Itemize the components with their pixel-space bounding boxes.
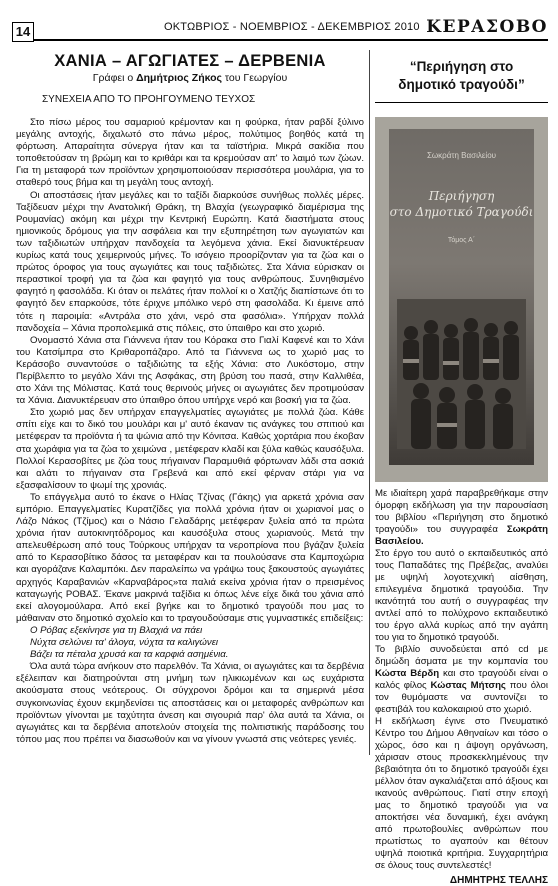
article-paragraph: Οι αποστάσεις ήταν μεγάλες και το ταξίδι διαρκούσε συνήθως πολλές μέρες. Ταξίδευαν μέχρι την Ανατολική Θράκη, τη Βλαχία (γεωγραφικό διαμέρισμα της Ρουμανίας) ακόμη και μέχρι την Κεντρική Ευρώπη. Κατά διαστήματα στους ημιονικούς δρόμους για την ασφάλεια και την εξυπηρέτηση των αγωγιατών και των ταξιδιωτών υπήρχαν πανδοχεία τα λεγόμενα χάνια. Εκεί διανυκτέρευαν κυρίως κατά τους χειμερινούς μήνες. Το ισόγειο προορίζονταν για τα ζώα και ο πρώτος όροφος για τους αγωγιάτες και τους ταξιδιώτες. Στα Χάνια εύρισκαν οι περαστικοί τροφή για τα ζώα και φαγητό για τους ανθρώπους. Συνηθισμένο φαγητό η φασολάδα. Κι όταν οι πελάτες ήταν πολλοί κι ο Χατζής διαπίστωνε ότι το φαγητό δεν επαρκούσε, τότε έριχνε μπόλικο νερό στη φασολάδα. Κι έμεινε από τότε η παροιμία: «Αντράλα στο χάνι, νερό στα φασόλια». Υπήρχαν πολλά πανδοχεία – Χάνια προπολεμικά στις πόλεις, στο ύπαιθρο και στο χωριό.	[16, 189, 364, 334]
byline-suffix: του Γεωργίου	[224, 72, 288, 84]
header-rule	[34, 39, 548, 41]
sidebar-body	[375, 488, 548, 872]
sidebar-text: Το βιβλίο συνοδεύεται από cd με δημώδη άσματα με την κομπανία του	[375, 644, 548, 668]
singer-name: Κώστας Μήτσης	[430, 680, 506, 692]
book-author-name: Σωκράτη Βασιλείου.	[375, 524, 548, 548]
article-paragraph: Το επάγγελμα αυτό το έκανε ο Ηλίας Τζίνας (Γάκης) για αρκετά χρόνια σαν εμπόριο. Επαγγελματίες Κυρατζίδες για πολλά χρόνια ήταν οι χωριανοί μας ο Λάζο Νάκος (Τζίμος) και ο Νάσιο Γελαδάρης μετέφεραν ξυλεία από τα πρώτα χρόνια ήταν αυτοκινητόδρομος και καυσόξυλα στους χωριανούς. Μετά την απελευθέρωση από τους Τούρκους υπήρχαν τα νεροπρίονα που βγάζαν ξυλεία από το Κερασοβίτικο δάσος τα μεταφέραν και τα πουλούσανε στα Καμποχώρια και αγοράζανε Καλαμπόκι. Δεν παραλείπω να γράψω τους ξακουστούς αγωγιάτες αρχηγός Καραβανιών «Καρναβάρος»τα παλιά εκείνα χρόνια ήταν ο πρεισμένος καταγωγής ΡΟΒΑΣ. Έκανε μακρινά ταξίδια κι όπως λένε είχε δικά του χάνια από εκεί αλογομούλαρα. Από εκεί βγήκε και το δημοτικό τραγούδι που μας το μάθαιναν στο δημοτικό σχολείο και το τραγουδούσαμε στις γυμναστικές επιδείξεις:	[16, 491, 364, 624]
cover-author: Σωκράτη Βασιλείου	[426, 151, 497, 161]
sidebar-article	[375, 52, 548, 886]
byline-prefix: Γράφει ο	[92, 72, 134, 84]
musician-name: Κώστα Βέρδη	[375, 668, 440, 680]
sidebar-title-line: “Περιήγηση στο	[409, 59, 514, 74]
continued-note: ΣΥΝΕΧΕΙΑ ΑΠΟ ΤΟ ΠΡΟΗΓΟΥΜΕΝΟ ΤΕΥΧΟΣ	[42, 94, 256, 105]
sidebar-text: που όλοι τον θυμόμαστε να συντονίζει το φεστιβάλ του καλοκαιριού στο χωριό.	[375, 680, 548, 716]
sidebar-title	[375, 58, 548, 94]
article-title: ΧΑΝΙΑ – ΑΓΩΓΙΑΤΕΣ – ΔΕΡΒΕΝΙΑ	[54, 52, 326, 70]
sidebar-signature: ΔΗΜΗΤΡΗΣ ΤΕΛΛΗΣ	[449, 874, 548, 886]
issue-date: ΟΚΤΩΒΡΙΟΣ - ΝΟΕΜΒΡΙΟΣ - ΔΕΚΕΜΒΡΙΟΣ 2010	[164, 21, 420, 33]
poem-line: Βάζει τα πέταλα χρυσά και τα καρφιά ασημένια.	[30, 649, 229, 661]
cover-subtitle: Τόμος Α΄	[447, 237, 476, 245]
sidebar-paragraph	[375, 644, 548, 716]
sidebar-paragraph	[375, 488, 548, 548]
page-number: 14	[12, 22, 34, 42]
sidebar-text: και στο τραγούδι είναι ο καλός φίλος	[375, 668, 548, 692]
cover-title-line: στο Δημοτικό Τραγούδι	[389, 205, 534, 220]
poem-line: Ο Ρόβας εξεκίνησε για τη Βλαχιά να πάει	[30, 624, 203, 636]
publication-name: ΚΕΡΑΣΟΒΟ	[426, 17, 548, 37]
main-article	[16, 52, 364, 746]
sidebar-rule	[375, 102, 548, 103]
sidebar-paragraph: Η εκδήλωση έγινε στο Πνευματικό Κέντρο του Δήμου Αθηναίων και τόσο ο χώρος, όσο και η άψογη οργάνωση, χάρισαν στους προσκεκλημένους την βεβαιότητα ότι το δημοτικό τραγούδι έχει μέλλον όταν αγκαλιάζεται από άξιους και ικανούς ανθρώπους. Γιατί στην εποχή μας το δημοτικό τραγούδι για να αποκτήσει νέα δυναμική, έχει ανάγκη από πρωτοβουλίες ανθρώπων που πρωτίστως το αγαπούν και θέτουν υψηλά ποιοτικά κριτήρια. Συγχαρητήρια σε όλους τους συντελεστές!	[375, 716, 548, 871]
article-body	[16, 117, 364, 746]
group-photo	[397, 299, 526, 449]
page-header	[12, 17, 548, 42]
cover-title-line: Περιήγηση	[428, 189, 495, 204]
sidebar-text: Με ιδιαίτερη χαρά παραβρεθήκαμε στην όμορφη εκδήλωση για την παρουσίαση του βιβλίου «Περιήγηση στο δημοτικό τραγούδι» του συγγραφέα	[375, 488, 548, 536]
cover-title	[389, 189, 534, 220]
article-paragraph: Στο χωριό μας δεν υπήρχαν επαγγελματίες αγωγιάτες με πολλά ζώα. Κάθε σπίτι είχε και το δικό του μουλάρι και μ' αυτό έκαναν τις ανάγκες του σπιτιού και μετέφεραν τα προϊόντα ή τα ψώνια από την Κόνιτσα. Καθώς χορτάρια που έκοβαν στα χωράφια για τα ζώα το χειμώνα , μετέφεραν κλαδί και ξύλα καθώς καυσόξυλα. Πολλοί Κερασοβίτες με ζώα τους πήγαιναν Παραμυθιά φόρτωναν λάδι στα ασκιά και αλάτι το πήγαιναν στα Γρεβενά και από εκεί φέρναν στάρι για να εξασφαλίσουν το ψωμί της χρονιάς.	[16, 407, 364, 491]
column-divider	[369, 50, 370, 755]
article-paragraph: Στο πίσω μέρος του σαμαριού κρέμονταν και η φούρκα, ήταν ραβδί ξύλινο μεγάλης αντοχής, διχαλωτό στο πάνω μέρος, πολύτιμος βοηθός κατά τη φόρτωση. Απαραίτητα σύνεργα ήταν και τα ταϊστήρια. Μικρά σακίδια που τοποθετούσαν τη βρώμη και το κριθάρι και τα κρεμούσαν απ' το λαιμό των ζώων. Για τη μεταφορά των προϊόντων χρησιμοποιούσαν περισσότερα μουλάρια, για το σταθερό τους βήμα και τη μεγάλη τους αντοχή.	[16, 117, 364, 189]
sidebar-paragraph: Στο έργο του αυτό ο εκπαιδευτικός από τους Παπαδάτες της Πρέβεζας, αναλύει με υψηλή λογοτεχνική αίσθηση, επιλεγμένα δημοτικά τραγούδια. Την ικανότητά του αυτή ο συγγραφέας την αντλεί από το πολύχρονο εκπαιδευτικό του έργο αλλά κυρίως από την αγάπη του για το δημοτικό τραγούδι.	[375, 548, 548, 644]
sidebar-title-line: δημοτικό τραγούδι”	[398, 77, 525, 93]
poem-line: Νύχτα σελώνει τα' άλογα, νύχτα τα καλιγώνει	[30, 637, 219, 649]
article-paragraph: Ονομαστό Χάνια στα Γιάννενα ήταν του Κόρακα στο Γιαλί Καφενέ και το Χάνι του Κατσίμπρα στο Κριθαροπάζαρο. Από τα Γιάννενα ως το χωριό μας το Κεράσοβο συναντούσε ο ταξιδιώτης τα εξής Χάνια: στο Λυκόστομο, στην Περίβλεπτο το μεγάλο Χάνι της Ασφάκας, στη βρύση του πασά, στην Καλλιθέα, στο Χάνι της Μόλιστας. Κατά τους θερινούς μήνες οι αγωγιάτες δεν προτιμούσαν τα Χάνια. Διανυκτέρευαν στο ύπαιθρο όπου υπήρχε νερό και βοσκή για τα ζώα.	[16, 334, 364, 407]
byline	[16, 72, 364, 84]
book-cover	[389, 129, 534, 465]
book-cover-image	[375, 117, 548, 482]
article-paragraph: Όλα αυτά τώρα ανήκουν στο παρελθόν. Τα Χάνια, οι αγωγιάτες και τα δερβένια εξέλειπαν και διατηρούνται στη μνήμη των ηλικιωμένων και ως ευχάριστα ακούσματα στους νεότερους. Οι σύγχρονοι δρόμοι και τα σημερινά μέσα συγκοινωνίας έχουν εκμηδενίσει τις αποστάσεις και οι μεταφορές ανθρώπων και προϊόντων γίνονται με ταχύτητα άνεση και σιγουριά παρ' όλα αυτά τα Χάνια, οι αγωγιάτες και τα δερβένια αποτελούν στοιχεία της πολιτιστικής παράδοσης του τόπου μας που πρέπει να διασωθούν και να γίνουν γνωστά στις νεότερες γενιές.	[16, 661, 364, 745]
author-name: Δημήτριος Ζήκος	[136, 72, 222, 84]
